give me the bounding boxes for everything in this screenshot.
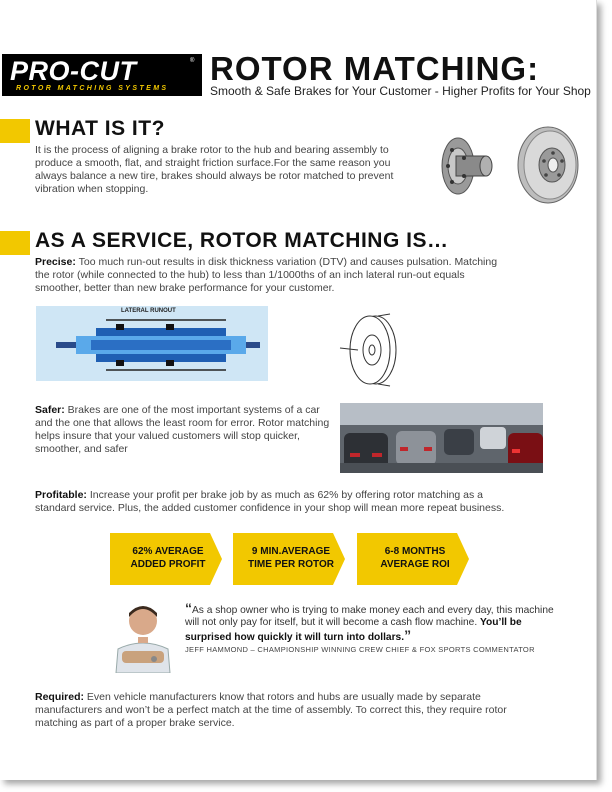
rotor-line-drawing [338,310,408,390]
open-quote-mark: “ [185,600,192,616]
logo-wordmark: PRO-CUT [10,56,137,86]
stat-line1: 6-8 MONTHS [384,546,446,557]
lateral-runout-diagram [36,306,268,381]
required-body: Even vehicle manufacturers know that rotors and hubs are usually made by separate manufacturers and won’t be a perfect match at the time of assembly. To correct this, they require rotor matching as part of a proper brake service. [35,691,507,729]
safer-body: Brakes are one of the most important systems of a car and the one that allows the least room for error. Rotor matching helps insure that your valued customers will stop quicker, smoother, and safer [35,404,330,455]
hub-assembly-image [428,130,508,200]
section-accent-tab [0,231,30,255]
testimonial-portrait [108,593,178,673]
stat-line2: AVERAGE ROI [380,559,450,570]
stat-banner [110,533,222,585]
stat-text [118,545,218,571]
stat-banner [233,533,345,585]
section-accent-tab [0,119,30,143]
brake-rotor-image [512,124,584,206]
quote-emphasis: You’ll be surprised how quickly it will turn into dollars. [185,617,522,643]
stat-line2: ADDED PROFIT [130,559,206,570]
required-paragraph [35,691,530,730]
precise-label: Precise: [35,256,76,268]
logo-tagline: ROTOR MATCHING SYSTEMS [16,85,169,92]
profitable-paragraph [35,489,525,515]
stat-text [241,545,341,571]
service-heading: AS A SERVICE, ROTOR MATCHING IS… [35,229,449,252]
pro-cut-logo [2,54,202,96]
precise-paragraph [35,256,510,295]
quote-text: As a shop owner who is trying to make money each and every day, this machine will not only pay for itself, but it will become a cash flow machine. [185,605,554,628]
stat-banner [357,533,469,585]
profitable-body: Increase your profit per brake job by as much as 62% by offering rotor matching as a standard service. Plus, the added customer confidence in your shop will mean more repeat business. [35,489,505,514]
logo-trademark: ® [190,58,195,64]
stat-line1: 9 MIN.AVERAGE [251,546,331,557]
safer-label: Safer: [35,404,65,416]
stat-text [365,545,465,571]
close-quote-mark: ” [404,627,412,643]
safer-paragraph [35,404,330,456]
page-title: ROTOR MATCHING: [210,50,540,87]
precise-body: Too much run-out results in disk thickness variation (DTV) and causes pulsation. Matching the rotor (while connected to the hub) to less than 1/1000ths of an inch lateral run-out equals smoother, better than new brake performance for your customer. [35,256,498,294]
traffic-photo [340,403,543,473]
quote-attribution: JEFF HAMMOND – CHAMPIONSHIP WINNING CREW CHIEF & FOX SPORTS COMMENTATOR [185,645,535,654]
testimonial-quote [185,602,555,644]
what-is-it-body: It is the process of aligning a brake rotor to the hub and bearing assembly to produce a smooth, flat, and straight friction surface.For the same reason you always balance a new tire, brakes should always be rotor matched to prevent vibration when stopping. [35,144,394,195]
stat-line2: TIME PER ROTOR [248,559,334,570]
required-label: Required: [35,691,85,703]
what-is-it-heading: WHAT IS IT? [35,117,165,140]
stat-line1: 62% AVERAGE [132,546,204,557]
profitable-label: Profitable: [35,489,87,501]
page-subtitle: Smooth & Safe Brakes for Your Customer - Higher Profits for Your Shop [210,84,591,98]
lateral-runout-label: LATERAL RUNOUT [121,308,176,314]
